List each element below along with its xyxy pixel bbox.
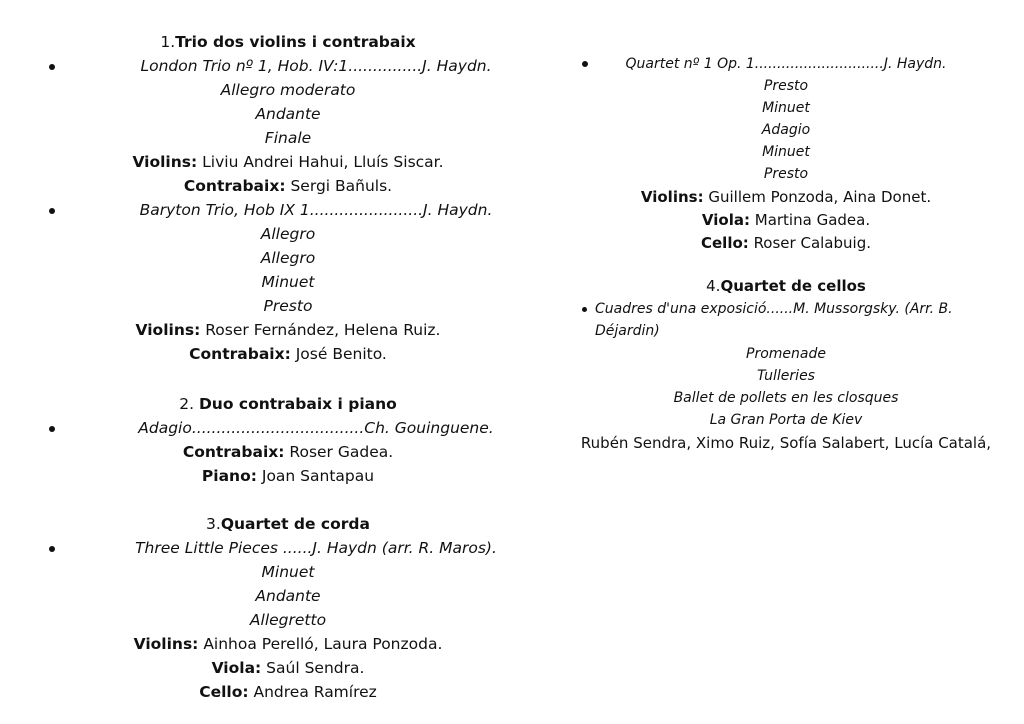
movement: Allegro bbox=[260, 225, 316, 243]
movement: Allegro bbox=[260, 249, 316, 267]
performer-line: Piano: Joan Santapau bbox=[201, 467, 375, 485]
performer-line: Contrabaix: José Benito. bbox=[189, 345, 387, 363]
performer-line: Cello: Roser Calabuig. bbox=[701, 234, 871, 252]
movement: Andante bbox=[255, 105, 321, 123]
piece-title: London Trio nº 1, Hob. IV:1...............J. Haydn. bbox=[140, 57, 492, 75]
performer-line: Cello: Andrea Ramírez bbox=[199, 683, 377, 701]
performer-line: Contrabaix: Sergi Bañuls. bbox=[183, 177, 393, 195]
movement: Minuet bbox=[261, 273, 315, 291]
piece-title-continued: Déjardin) bbox=[595, 323, 660, 339]
section-1-heading: 1.Trio dos violins i contrabaix bbox=[160, 33, 416, 51]
piece-title: Cuadres d'una exposició......M. Mussorgsky. (Arr. B. bbox=[595, 301, 953, 317]
performer-line: Rubén Sendra, Ximo Ruiz, Sofía Salabert, Lucía Catalá, bbox=[580, 434, 992, 452]
list-bullet bbox=[582, 307, 587, 312]
movement: Allegretto bbox=[249, 611, 327, 629]
movement: Minuet bbox=[261, 563, 315, 581]
movement: La Gran Porta de Kiev bbox=[709, 412, 863, 428]
piece-title: Adagio...................................Ch. Gouinguene. bbox=[138, 419, 494, 437]
movement: Minuet bbox=[762, 144, 810, 160]
movement: Minuet bbox=[762, 100, 810, 116]
performer-line: Viola: Saúl Sendra. bbox=[211, 659, 365, 677]
movement: Presto bbox=[263, 297, 313, 315]
performer-line: Violins: Liviu Andrei Hahui, Lluís Siscar. bbox=[132, 153, 444, 171]
piece-title: Three Little Pieces ......J. Haydn (arr. R. Maros). bbox=[135, 539, 497, 557]
performer-line: Contrabaix: Roser Gadea. bbox=[182, 443, 394, 461]
performer-line: Violins: Guillem Ponzoda, Aina Donet. bbox=[640, 188, 932, 206]
movement: Tulleries bbox=[757, 368, 815, 384]
movement: Andante bbox=[255, 587, 321, 605]
section-3-heading: 3.Quartet de corda bbox=[206, 515, 370, 533]
piece-title: Baryton Trio, Hob IX 1.......................J. Haydn. bbox=[139, 201, 493, 219]
movement: Adagio bbox=[761, 122, 811, 138]
movement: Promenade bbox=[746, 346, 826, 362]
section-4-heading: 4.Quartet de cellos bbox=[706, 277, 866, 295]
section-2-heading: 2. Duo contrabaix i piano bbox=[179, 395, 397, 413]
performer-line: Violins: Roser Fernández, Helena Ruiz. bbox=[135, 321, 441, 339]
movement: Finale bbox=[264, 129, 312, 147]
movement: Presto bbox=[763, 166, 809, 182]
performer-line: Viola: Martina Gadea. bbox=[701, 211, 871, 229]
performer-line: Violins: Ainhoa Perelló, Laura Ponzoda. bbox=[133, 635, 443, 653]
movement: Allegro moderato bbox=[220, 81, 356, 99]
movement: Ballet de pollets en les closques bbox=[673, 390, 899, 406]
piece-title: Quartet nº 1 Op. 1.............................J. Haydn. bbox=[625, 56, 947, 72]
movement: Presto bbox=[763, 78, 809, 94]
